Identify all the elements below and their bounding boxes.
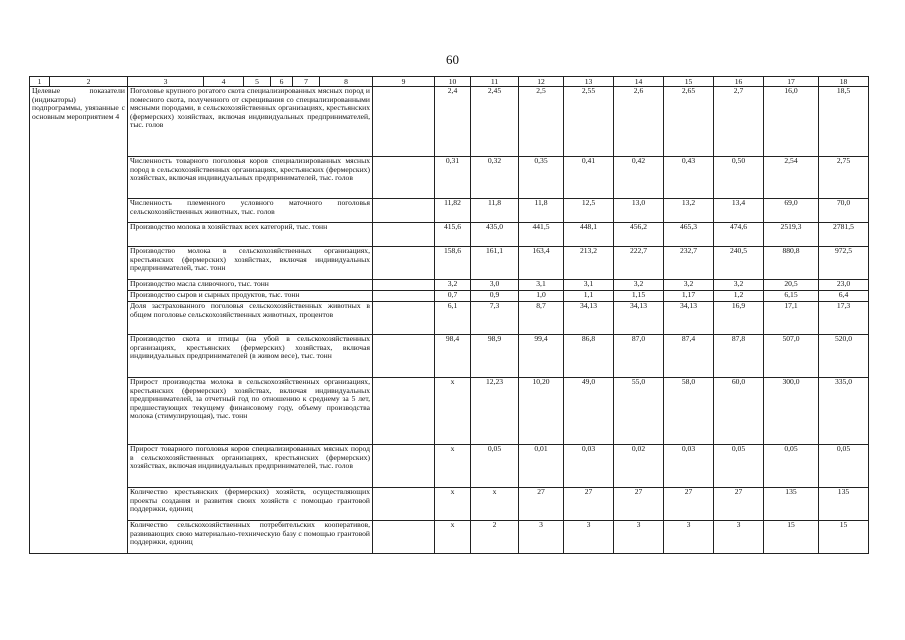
value-cell: 70,0 — [819, 199, 869, 223]
value-cell: 415,6 — [435, 223, 471, 247]
value-cell: 13,0 — [614, 199, 664, 223]
value-cell: 2,7 — [714, 87, 764, 157]
col-header: 15 — [664, 77, 714, 87]
value-cell: 161,1 — [471, 247, 519, 280]
value-cell: 0,43 — [664, 157, 714, 199]
value-cell: 11,8 — [519, 199, 564, 223]
col-header: 5 — [244, 77, 271, 87]
value-cell: 880,8 — [764, 247, 819, 280]
value-cell: 27 — [664, 488, 714, 521]
value-cell: 2,6 — [614, 87, 664, 157]
value-cell: 98,9 — [471, 335, 519, 378]
value-cell: 60,0 — [714, 378, 764, 445]
indicator-cell: Прирост товарного поголовья коров специализированных мясных пород в сельскохозяйственных организациях, крестьянских (фермерских) хозяйствах, включая индивидуальных предпринимателей, тыс. голов — [128, 445, 373, 488]
empty-cell — [373, 199, 435, 223]
col-header: 2 — [50, 77, 128, 87]
indicator-cell: Доля застрахованного поголовья сельскохозяйственных животных в общем поголовье сельскохозяйственных животных, процентов — [128, 302, 373, 335]
value-cell: 2,4 — [435, 87, 471, 157]
header-row — [30, 77, 869, 87]
indicator-cell: Численность товарного поголовья коров специализированных мясных пород в сельскохозяйственных организациях, крестьянских (фермерских) хозяйствах, включая индивидуальных предпринимателей, тыс. голов — [128, 157, 373, 199]
value-cell: 2781,5 — [819, 223, 869, 247]
indicator-cell: Количество сельскохозяйственных потребительских кооперативов, развивающих свою материально-техническую базу с помощью грантовой поддержки, единиц — [128, 521, 373, 554]
indicator-cell: Численность племенного условного маточного поголовья сельскохозяйственных животных, тыс. голов — [128, 199, 373, 223]
value-cell: 2519,3 — [764, 223, 819, 247]
value-cell: 27 — [714, 488, 764, 521]
value-cell: 0,05 — [819, 445, 869, 488]
value-cell: 456,2 — [614, 223, 664, 247]
empty-cell — [373, 335, 435, 378]
value-cell: 0,50 — [714, 157, 764, 199]
value-cell: 1,15 — [614, 291, 664, 302]
value-cell: 232,7 — [664, 247, 714, 280]
value-cell: 49,0 — [564, 378, 614, 445]
value-cell: 163,4 — [519, 247, 564, 280]
value-cell: 222,7 — [614, 247, 664, 280]
goal-label: Целевые показатели (индикаторы) подпрограммы, увязанные с основным мероприятием 4 — [30, 87, 128, 554]
value-cell: 1,17 — [664, 291, 714, 302]
table-row — [30, 378, 869, 445]
value-cell: 0,42 — [614, 157, 664, 199]
value-cell: 3 — [564, 521, 614, 554]
value-cell: 87,8 — [714, 335, 764, 378]
value-cell: х — [435, 521, 471, 554]
page-number: 60 — [446, 52, 459, 67]
value-cell: 0,05 — [764, 445, 819, 488]
value-cell: 3,0 — [471, 280, 519, 291]
table-row — [30, 488, 869, 521]
value-cell: 99,4 — [519, 335, 564, 378]
table-row — [30, 280, 869, 291]
value-cell: 0,01 — [519, 445, 564, 488]
value-cell: 0,35 — [519, 157, 564, 199]
indicator-cell: Производство масла сливочного, тыс. тонн — [128, 280, 373, 291]
value-cell: 0,05 — [714, 445, 764, 488]
indicator-cell: Количество крестьянских (фермерских) хозяйств, осуществляющих проекты создания и развития своих хозяйств с помощью грантовой поддержки, единиц — [128, 488, 373, 521]
value-cell: 520,0 — [819, 335, 869, 378]
empty-cell — [373, 488, 435, 521]
empty-cell — [373, 445, 435, 488]
value-cell: х — [435, 488, 471, 521]
value-cell: 3,2 — [664, 280, 714, 291]
value-cell: 3 — [664, 521, 714, 554]
value-cell: 0,9 — [471, 291, 519, 302]
value-cell: 1,0 — [519, 291, 564, 302]
col-header: 16 — [714, 77, 764, 87]
value-cell: 3 — [714, 521, 764, 554]
col-header: 7 — [293, 77, 320, 87]
value-cell: 17,3 — [819, 302, 869, 335]
value-cell: 8,7 — [519, 302, 564, 335]
value-cell: 1,1 — [564, 291, 614, 302]
indicator-cell: Прирост производства молока в сельскохозяйственных организациях, крестьянских (фермерских) хозяйствах, включая индивидуальных предпринимателей, за отчетный год по отношению к среднему за 5 лет, предшествующих текущему финансовому году, объему производства молока (стимулирующая), тыс. тонн — [128, 378, 373, 445]
indicator-cell: Производство молока в хозяйствах всех категорий, тыс. тонн — [128, 223, 373, 247]
value-cell: 27 — [614, 488, 664, 521]
value-cell: 10,20 — [519, 378, 564, 445]
col-header: 6 — [271, 77, 293, 87]
value-cell: 34,13 — [564, 302, 614, 335]
value-cell: 2,5 — [519, 87, 564, 157]
value-cell: 465,3 — [664, 223, 714, 247]
table-row — [30, 247, 869, 280]
empty-cell — [373, 87, 435, 157]
value-cell: 11,82 — [435, 199, 471, 223]
value-cell: 3 — [519, 521, 564, 554]
value-cell: 0,31 — [435, 157, 471, 199]
value-cell: 972,5 — [819, 247, 869, 280]
table-row — [30, 521, 869, 554]
value-cell: х — [471, 488, 519, 521]
col-header: 13 — [564, 77, 614, 87]
value-cell: 2,54 — [764, 157, 819, 199]
indicator-table — [29, 76, 869, 554]
value-cell: 13,2 — [664, 199, 714, 223]
value-cell: 6,4 — [819, 291, 869, 302]
value-cell: 2 — [471, 521, 519, 554]
empty-cell — [373, 157, 435, 199]
value-cell: 16,0 — [764, 87, 819, 157]
value-cell: 13,4 — [714, 199, 764, 223]
col-header: 8 — [320, 77, 373, 87]
value-cell: 2,65 — [664, 87, 714, 157]
value-cell: 0,02 — [614, 445, 664, 488]
table-row — [30, 223, 869, 247]
col-header: 17 — [764, 77, 819, 87]
empty-cell — [373, 223, 435, 247]
value-cell: х — [435, 378, 471, 445]
col-header: 10 — [435, 77, 471, 87]
value-cell: 12,23 — [471, 378, 519, 445]
empty-cell — [373, 302, 435, 335]
table-row — [30, 302, 869, 335]
value-cell: 6,15 — [764, 291, 819, 302]
table-row — [30, 87, 869, 157]
value-cell: 240,5 — [714, 247, 764, 280]
value-cell: 6,1 — [435, 302, 471, 335]
value-cell: 27 — [564, 488, 614, 521]
table-row — [30, 445, 869, 488]
value-cell: 507,0 — [764, 335, 819, 378]
col-header: 11 — [471, 77, 519, 87]
value-cell: 98,4 — [435, 335, 471, 378]
value-cell: 441,5 — [519, 223, 564, 247]
value-cell: 135 — [819, 488, 869, 521]
col-header: 18 — [819, 77, 869, 87]
table-row — [30, 335, 869, 378]
value-cell: 3,2 — [614, 280, 664, 291]
col-header: 3 — [128, 77, 204, 87]
value-cell: 0,05 — [471, 445, 519, 488]
value-cell: 0,03 — [664, 445, 714, 488]
value-cell: 3 — [614, 521, 664, 554]
value-cell: 86,8 — [564, 335, 614, 378]
value-cell: 435,0 — [471, 223, 519, 247]
value-cell: 474,6 — [714, 223, 764, 247]
value-cell: 69,0 — [764, 199, 819, 223]
indicator-cell: Производство молока в сельскохозяйственных организациях, крестьянских (фермерских) хозяйствах, включая индивидуальных предпринимателей, тыс. тонн — [128, 247, 373, 280]
value-cell: 18,5 — [819, 87, 869, 157]
col-header: 14 — [614, 77, 664, 87]
empty-cell — [373, 247, 435, 280]
value-cell: 12,5 — [564, 199, 614, 223]
value-cell: 23,0 — [819, 280, 869, 291]
value-cell: 158,6 — [435, 247, 471, 280]
col-header: 4 — [204, 77, 244, 87]
value-cell: 11,8 — [471, 199, 519, 223]
value-cell: 15 — [764, 521, 819, 554]
value-cell: 3,2 — [435, 280, 471, 291]
value-cell: 2,55 — [564, 87, 614, 157]
value-cell: 16,9 — [714, 302, 764, 335]
value-cell: 34,13 — [664, 302, 714, 335]
value-cell: 27 — [519, 488, 564, 521]
value-cell: х — [435, 445, 471, 488]
value-cell: 300,0 — [764, 378, 819, 445]
value-cell: 3,1 — [564, 280, 614, 291]
table-row — [30, 157, 869, 199]
value-cell: 448,1 — [564, 223, 614, 247]
empty-cell — [373, 280, 435, 291]
value-cell: 34,13 — [614, 302, 664, 335]
value-cell: 15 — [819, 521, 869, 554]
empty-cell — [373, 291, 435, 302]
value-cell: 213,2 — [564, 247, 614, 280]
value-cell: 20,5 — [764, 280, 819, 291]
empty-cell — [373, 378, 435, 445]
value-cell: 58,0 — [664, 378, 714, 445]
value-cell: 87,4 — [664, 335, 714, 378]
value-cell: 7,3 — [471, 302, 519, 335]
value-cell: 0,32 — [471, 157, 519, 199]
col-header: 12 — [519, 77, 564, 87]
value-cell: 17,1 — [764, 302, 819, 335]
table-row — [30, 291, 869, 302]
value-cell: 335,0 — [819, 378, 869, 445]
value-cell: 1,2 — [714, 291, 764, 302]
col-header: 9 — [373, 77, 435, 87]
value-cell: 87,0 — [614, 335, 664, 378]
value-cell: 3,2 — [714, 280, 764, 291]
table-row — [30, 199, 869, 223]
empty-cell — [373, 521, 435, 554]
value-cell: 2,75 — [819, 157, 869, 199]
value-cell: 0,03 — [564, 445, 614, 488]
value-cell: 135 — [764, 488, 819, 521]
value-cell: 0,41 — [564, 157, 614, 199]
indicator-cell: Производство скота и птицы (на убой в сельскохозяйственных организациях, крестьянских (фермерских) хозяйствах, включая индивидуальных предпринимателей (в живом весе), тыс. тонн — [128, 335, 373, 378]
col-header: 1 — [30, 77, 50, 87]
value-cell: 3,1 — [519, 280, 564, 291]
indicator-cell: Поголовье крупного рогатого скота специализированных мясных пород и помесного скота, полученного от скрещивания со специализированными мясными породами, в сельскохозяйственных организациях, крестьянских (фермерских) хозяйствах, включая индивидуальных предпринимателей, тыс. голов — [128, 87, 373, 157]
value-cell: 55,0 — [614, 378, 664, 445]
indicator-cell: Производство сыров и сырных продуктов, тыс. тонн — [128, 291, 373, 302]
value-cell: 0,7 — [435, 291, 471, 302]
value-cell: 2,45 — [471, 87, 519, 157]
